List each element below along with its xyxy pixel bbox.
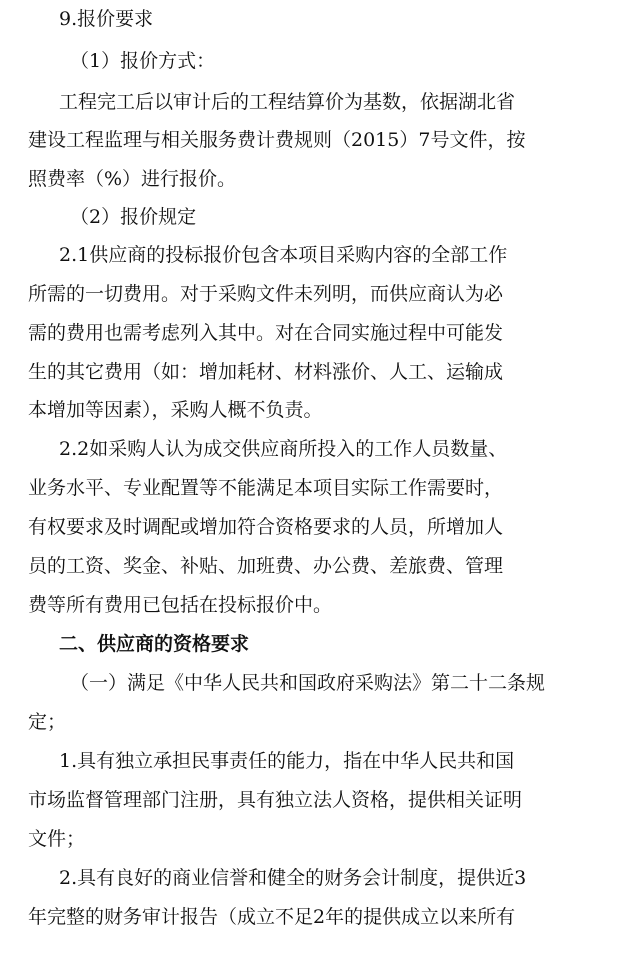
paragraph-line: 本增加等因素），采购人概不负责。 [28, 399, 323, 421]
paragraph-line: 有权要求及时调配或增加符合资格要求的人员，所增加人 [28, 516, 504, 538]
paragraph-line: 2.2如采购人认为成交供应商所投入的工作人员数量、 [59, 438, 508, 460]
paragraph-line: 2.具有良好的商业信誉和健全的财务会计制度，提供近3 [59, 867, 527, 889]
paragraph-line: 所需的一切费用。对于采购文件未列明，而供应商认为必 [28, 283, 504, 305]
paragraph-line: 定； [28, 711, 67, 733]
paragraph-line: 业务水平、专业配置等不能满足本项目实际工作需要时， [28, 477, 504, 499]
paragraph-line: 文件； [28, 828, 86, 850]
section-heading-quote-requirements: 9.报价要求 [59, 8, 154, 30]
paragraph-line: 生的其它费用（如：增加耗材、材料涨价、人工、运输成 [28, 361, 504, 383]
paragraph-line: 1.具有独立承担民事责任的能力，指在中华人民共和国 [59, 750, 515, 772]
paragraph-line: 工程完工后以审计后的工程结算价为基数，依据湖北省 [59, 91, 516, 113]
paragraph-line: 建设工程监理与相关服务费计费规则（2015）7号文件，按 [28, 129, 526, 151]
paragraph-line: 2.1供应商的投标报价包含本项目采购内容的全部工作 [59, 244, 508, 266]
subheading-quote-method: （1）报价方式： [70, 50, 216, 72]
paragraph-line: 市场监督管理部门注册，具有独立法人资格，提供相关证明 [28, 789, 523, 811]
paragraph-line: 员的工资、奖金、补贴、加班费、办公费、差旅费、管理 [28, 555, 504, 577]
section-heading-qualifications: 二、供应商的资格要求 [59, 633, 250, 655]
paragraph-line: 费等所有费用已包括在投标报价中。 [28, 594, 333, 616]
subheading-quote-rules: （2）报价规定 [70, 206, 197, 228]
paragraph-line: （一）满足《中华人民共和国政府采购法》第二十二条规 [70, 672, 546, 694]
paragraph-line: 照费率（%）进行报价。 [28, 168, 237, 190]
paragraph-line: 需的费用也需考虑列入其中。对在合同实施过程中可能发 [28, 322, 504, 344]
paragraph-line: 年完整的财务审计报告（成立不足2年的提供成立以来所有 [28, 906, 516, 928]
